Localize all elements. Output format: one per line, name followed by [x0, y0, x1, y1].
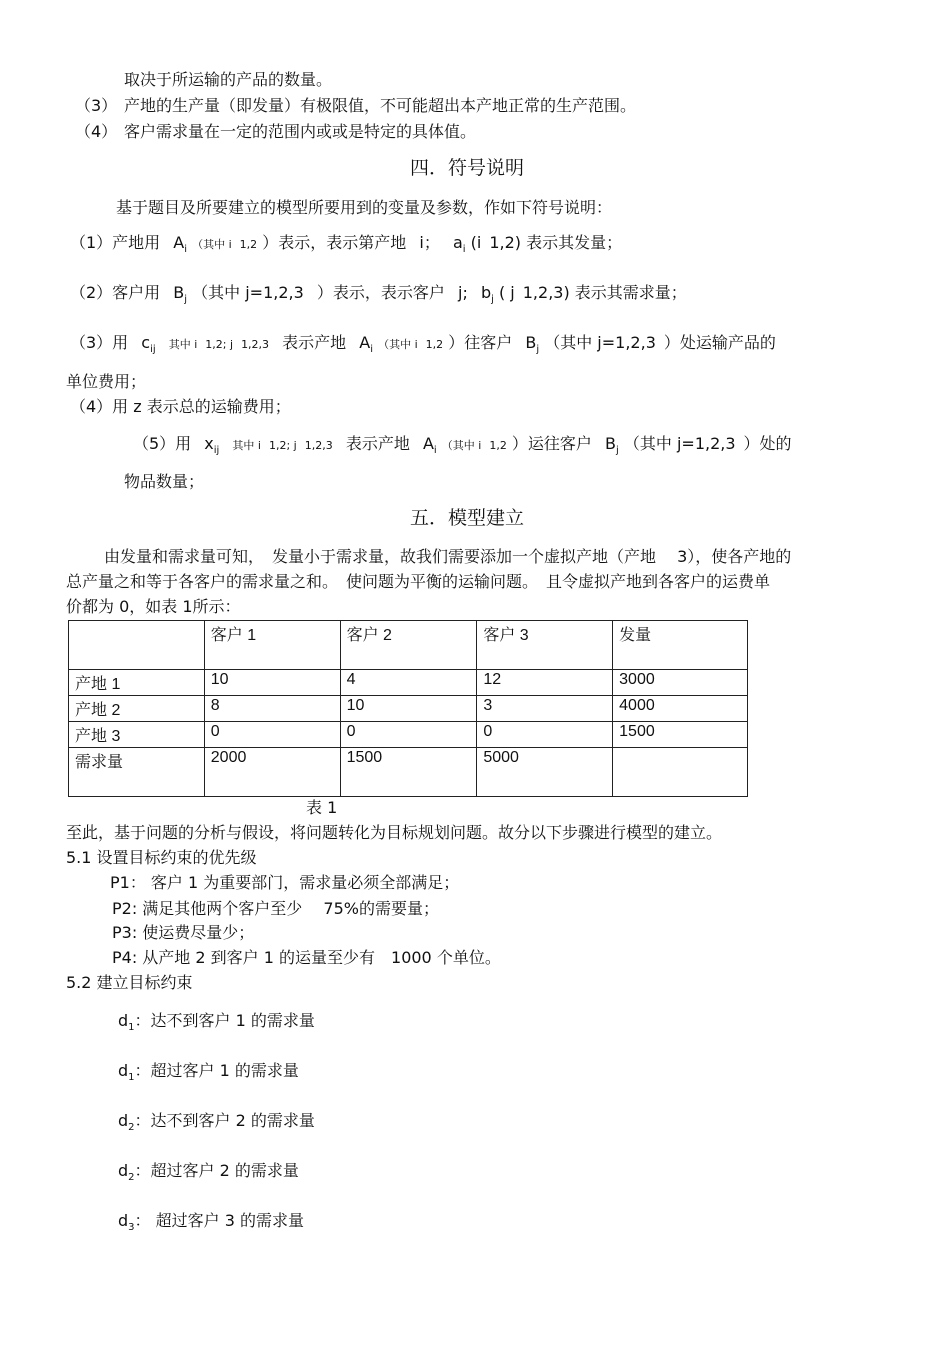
- text-line: 产地的生产量（即发量）有极限值，不可能超出本产地正常的生产范围。: [124, 96, 637, 115]
- deviation-definition: $d_1$：达不到客户 1 的需求量: [118, 1011, 315, 1033]
- data-table: [68, 620, 748, 797]
- subsection-heading: 5.2 建立目标约束: [66, 973, 193, 992]
- table-cell: 产地 2: [69, 696, 205, 722]
- table-cell: 0: [340, 722, 477, 748]
- table-cell: 8: [204, 696, 340, 722]
- section-title: 五．模型建立: [410, 507, 525, 529]
- deviation-definition: $d_3$： 超过客户 3 的需求量: [118, 1211, 304, 1233]
- paragraph-line: 价都为 0，如表 1所示：: [66, 597, 241, 616]
- table-cell: 0: [204, 722, 340, 748]
- table-header-cell: 客户 3: [477, 621, 613, 670]
- table-header-row: [69, 621, 748, 670]
- table-cell: 0: [477, 722, 613, 748]
- table-row: [69, 722, 748, 748]
- subsection-heading: 5.1 设置目标约束的优先级: [66, 848, 257, 867]
- table-cell: 1500: [340, 748, 477, 797]
- paragraph-line: 至此，基于问题的分析与假设，将问题转化为目标规划问题。故分以下步骤进行模型的建立。: [66, 823, 723, 842]
- priority-item: P1： 客户 1 为重要部门，需求量必须全部满足；: [110, 873, 460, 892]
- paragraph-line: 总产量之和等于各客户的需求量之和。 使问题为平衡的运输问题。 且令虚拟产地到各客户的运费单: [66, 572, 771, 591]
- table-cell: 3000: [613, 670, 748, 696]
- table-cell: 产地 3: [69, 722, 205, 748]
- paragraph-line: 由发量和需求量可知， 发量小于需求量，故我们需要添加一个虚拟产地（产地 3），使各产地的: [104, 547, 792, 566]
- symbol-item-3-cont: 单位费用；: [66, 372, 147, 391]
- symbol-item-2: （2）客户用 $B_j$ （其中 j=1,2,3 ）表示，表示客户 j; $b_j$ ( j 1,2,3) 表示其需求量；: [70, 283, 687, 305]
- table-caption: 表 1: [306, 798, 338, 817]
- table-cell: 1500: [613, 722, 748, 748]
- text-line: 取决于所运输的产品的数量。: [124, 70, 333, 89]
- table-cell: 3: [477, 696, 613, 722]
- table-header-cell: 客户 1: [204, 621, 340, 670]
- symbol-item-3: （3）用 $c_{ij}$ 其中 i 1,2; j 1,2,3 表示产地 $A_i$ （其中 i 1,2 ）往客户 $B_j$ （其中 j=1,2,3 ）处运输产品的: [70, 333, 776, 355]
- intro-paragraph: 基于题目及所要建立的模型所要用到的变量及参数，作如下符号说明：: [116, 198, 613, 217]
- table-cell: 2000: [204, 748, 340, 797]
- table-cell: [613, 748, 748, 797]
- text-line: 客户需求量在一定的范围内或或是特定的具体值。: [124, 122, 477, 141]
- priority-item: P4: 从产地 2 到客户 1 的运量至少有 1000 个单位。: [112, 948, 501, 967]
- deviation-definition: $d_2$：超过客户 2 的需求量: [118, 1161, 299, 1183]
- table-cell: 10: [204, 670, 340, 696]
- table-cell: 4: [340, 670, 477, 696]
- table-row: [69, 696, 748, 722]
- table-cell: 5000: [477, 748, 613, 797]
- symbol-item-4: （4）用 z 表示总的运输费用；: [70, 397, 291, 416]
- table-header-cell: [69, 621, 205, 670]
- list-number: （3）: [75, 96, 118, 115]
- symbol-item-5-cont: 物品数量；: [124, 472, 205, 491]
- table-header-cell: 客户 2: [340, 621, 477, 670]
- table-header-cell: 发量: [613, 621, 748, 670]
- table-row: [69, 748, 748, 797]
- deviation-definition: $d_1$：超过客户 1 的需求量: [118, 1061, 299, 1083]
- table-cell: 12: [477, 670, 613, 696]
- priority-item: P3: 使运费尽量少；: [112, 923, 255, 942]
- section-title: 四．符号说明: [410, 157, 525, 179]
- symbol-item-1: （1）产地用 $A_i$ （其中 i 1,2 ）表示，表示第产地 i； $a_i$ (i 1,2) 表示其发量；: [70, 233, 623, 255]
- priority-item: P2: 满足其他两个客户至少 75%的需要量；: [112, 899, 439, 918]
- table-cell: 4000: [613, 696, 748, 722]
- deviation-definition: $d_2$：达不到客户 2 的需求量: [118, 1111, 315, 1133]
- list-number: （4）: [75, 122, 118, 141]
- table-cell: 需求量: [69, 748, 205, 797]
- table-row: [69, 670, 748, 696]
- symbol-item-5: （5）用 $x_{ij}$ 其中 i 1,2; j 1,2,3 表示产地 $A_i$ （其中 i 1,2 ）运往客户 $B_j$ （其中 j=1,2,3 ）处的: [133, 434, 792, 456]
- table-cell: 产地 1: [69, 670, 205, 696]
- table-cell: 10: [340, 696, 477, 722]
